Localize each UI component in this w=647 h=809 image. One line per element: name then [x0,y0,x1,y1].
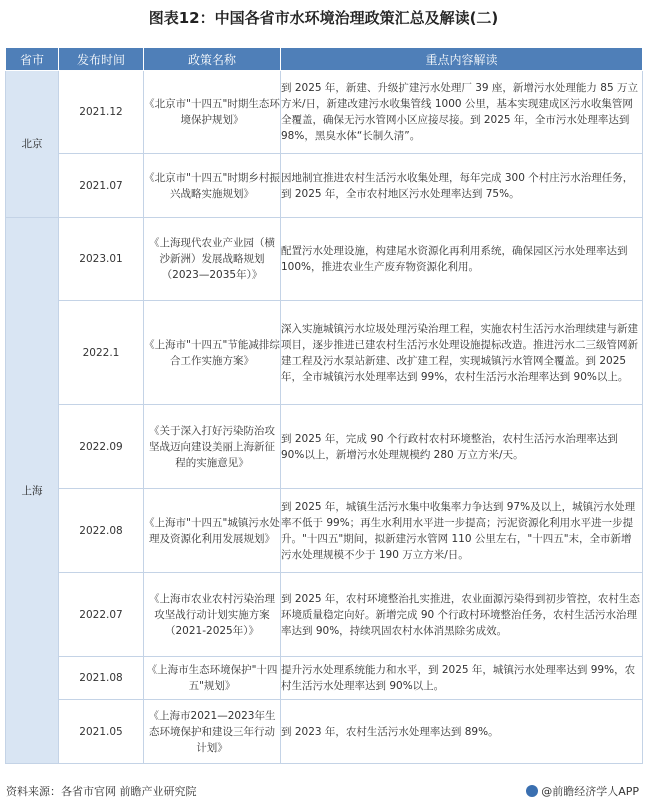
page-title: 图表12：中国各省市水环境治理政策汇总及解读(二) [148,9,499,27]
date-cell: 2022.1 [59,301,144,405]
source-note: 资料来源：各省市官网 前瞻产业研究院 [6,785,197,798]
brand-credit [526,783,639,799]
content-cell: 深入实施城镇污水垃圾处理污染治理工程，实施农村生活污水治理续建与新建项目，逐步推进已建农村生活污水处理设施提标改造。推进污水二三级管网新建工程及污水泵站新建、改扩建工程，实现城镇污水管网全覆盖。到 2025 年，全市城镇污水处理率达到 99%，农村生活污水治理率达到 90%以上。 [281,301,643,405]
header-date: 发布时间 [59,48,144,71]
table-row [6,573,643,657]
content-cell: 到 2025 年，完成 90 个行政村农村环境整治，农村生活污水治理率达到 90%以上，新增污水处理规模约 280 万立方米/天。 [281,405,643,489]
date-cell: 2021.08 [59,657,144,700]
policy-name-cell: 《北京市"十四五"时期乡村振兴战略实施规划》 [144,154,281,218]
date-cell: 2022.08 [59,489,144,573]
date-cell: 2021.07 [59,154,144,218]
content-cell: 到 2025 年，城镇生活污水集中收集率力争达到 97%及以上，城镇污水处理率不低于 99%；再生水利用水平进一步提高；污泥资源化利用水平进一步提升。"十四五"期间，拟新建污水管网 110 公里左右，"十四五"末，全市新增污水处理规模不少于 190 万立方米/日。 [281,489,643,573]
policy-name-cell: 《上海市农业农村污染治理攻坚战行动计划实施方案（2021-2025年）》 [144,573,281,657]
table-row [6,218,643,301]
header-province: 省市 [6,48,59,71]
table-row [6,489,643,573]
brand-label: @前瞻经济学人APP [541,785,639,798]
header-name: 政策名称 [144,48,281,71]
content-cell: 到 2025 年，新建、升级扩建污水处理厂 39 座，新增污水处理能力 85 万立方米/日，新建改建污水收集管线 1000 公里，基本实现建成区污水收集管网全覆盖，确保无污水管网小区应接尽接。到 2025 年，全市污水处理率达到 98%，黑臭水体“长制久清”。 [281,71,643,154]
content-cell: 配置污水处理设施，构建尾水资源化再利用系统，确保园区污水处理率达到 100%，推进农业生产废弃物资源化利用。 [281,218,643,301]
content-cell: 到 2025 年，农村环境整治扎实推进，农业面源污染得到初步管控，农村生态环境质量稳定向好。新增完成 90 个行政村环境整治任务，农村生活污水治理率达到 90%，持续巩固农村水体消黑除劣成效。 [281,573,643,657]
policy-name-cell: 《上海现代农业产业园（横沙新洲）发展战略规划（2023—2035年）》 [144,218,281,301]
policy-name-cell: 《上海市2021—2023年生态环境保护和建设三年行动计划》 [144,700,281,764]
policy-name-cell: 《上海市生态环境保护"十四五"规划》 [144,657,281,700]
brand-logo-icon [526,785,538,797]
date-cell: 2023.01 [59,218,144,301]
date-cell: 2022.07 [59,573,144,657]
table-row [6,71,643,154]
policy-name-cell: 《关于深入打好污染防治攻坚战迈向建设美丽上海新征程的实施意见》 [144,405,281,489]
content-cell: 到 2023 年，农村生活污水处理率达到 89%。 [281,700,643,764]
policy-table [5,47,643,764]
policy-name-cell: 《北京市"十四五"时期生态环境保护规划》 [144,71,281,154]
table-row [6,405,643,489]
date-cell: 2021.12 [59,71,144,154]
date-cell: 2021.05 [59,700,144,764]
table-header-row [6,48,643,71]
header-content: 重点内容解读 [281,48,643,71]
province-cell-shanghai: 上海 [6,218,59,764]
policy-name-cell: 《上海市"十四五"节能减排综合工作实施方案》 [144,301,281,405]
province-cell-beijing: 北京 [6,71,59,218]
date-cell: 2022.09 [59,405,144,489]
table-row [6,301,643,405]
table-row [6,154,643,218]
table-row [6,700,643,764]
content-cell: 提升污水处理系统能力和水平，到 2025 年，城镇污水处理率达到 99%，农村生活污水处理率达到 90%以上。 [281,657,643,700]
table-row [6,657,643,700]
content-cell: 因地制宜推进农村生活污水收集处理，每年完成 300 个村庄污水治理任务，到 2025 年，全市农村地区污水处理率达到 75%。 [281,154,643,218]
policy-name-cell: 《上海市"十四五"城镇污水处理及资源化利用发展规划》 [144,489,281,573]
